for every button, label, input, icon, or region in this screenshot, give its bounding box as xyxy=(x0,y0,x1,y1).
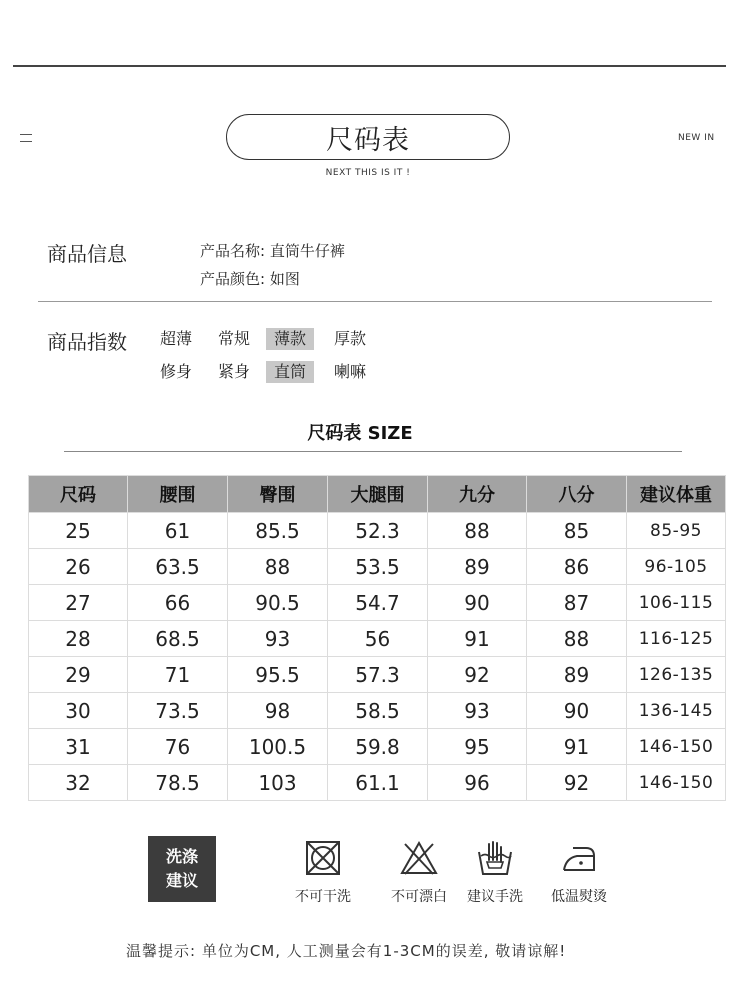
top-divider xyxy=(13,65,726,67)
table-row xyxy=(29,729,726,765)
thickness-option: 厚款 xyxy=(334,329,367,348)
new-in-tag: NEW IN xyxy=(678,133,715,143)
table-cell: 95 xyxy=(428,729,527,765)
care-label: 不可干洗 xyxy=(295,889,351,905)
column-header: 九分 xyxy=(428,476,527,513)
table-cell: 146-150 xyxy=(627,729,726,765)
table-cell: 30 xyxy=(29,693,128,729)
table-cell: 91 xyxy=(527,729,627,765)
product-name: 产品名称: 直筒牛仔裤 xyxy=(200,242,345,260)
care-item-no-tumble-dry xyxy=(278,838,368,906)
care-label: 不可漂白 xyxy=(391,889,447,905)
table-cell: 61.1 xyxy=(328,765,428,801)
table-cell: 26 xyxy=(29,549,128,585)
size-heading-divider xyxy=(64,451,682,452)
table-cell: 93 xyxy=(228,621,328,657)
table-cell: 88 xyxy=(228,549,328,585)
product-index-label: 商品指数 xyxy=(47,330,127,354)
hand-wash-icon xyxy=(475,838,515,878)
table-cell: 100.5 xyxy=(228,729,328,765)
table-cell: 85 xyxy=(527,513,627,549)
table-cell: 136-145 xyxy=(627,693,726,729)
care-label: 低温熨烫 xyxy=(551,889,607,905)
care-label: 建议手洗 xyxy=(467,889,523,905)
column-header: 建议体重 xyxy=(627,476,726,513)
table-row xyxy=(29,657,726,693)
menu-icon[interactable] xyxy=(20,132,32,144)
table-cell: 88 xyxy=(527,621,627,657)
size-table xyxy=(28,475,726,801)
table-cell: 87 xyxy=(527,585,627,621)
size-heading: 尺码表 SIZE xyxy=(307,423,413,444)
table-cell: 91 xyxy=(428,621,527,657)
column-header: 大腿围 xyxy=(328,476,428,513)
table-cell: 90.5 xyxy=(228,585,328,621)
thickness-option: 常规 xyxy=(218,329,251,348)
table-cell: 27 xyxy=(29,585,128,621)
table-cell: 98 xyxy=(228,693,328,729)
table-cell: 85.5 xyxy=(228,513,328,549)
table-cell: 73.5 xyxy=(128,693,228,729)
table-row xyxy=(29,549,726,585)
table-cell: 78.5 xyxy=(128,765,228,801)
column-header: 腰围 xyxy=(128,476,228,513)
low-iron-icon xyxy=(559,838,599,878)
table-row xyxy=(29,765,726,801)
no-bleach-icon xyxy=(399,838,439,878)
table-cell: 76 xyxy=(128,729,228,765)
fit-option: 修身 xyxy=(160,362,193,381)
no-tumble-dry-icon xyxy=(303,838,343,878)
section-divider xyxy=(38,301,712,302)
table-cell: 63.5 xyxy=(128,549,228,585)
fit-option: 紧身 xyxy=(218,362,251,381)
table-cell: 53.5 xyxy=(328,549,428,585)
column-header: 臀围 xyxy=(228,476,328,513)
table-cell: 88 xyxy=(428,513,527,549)
care-badge-line: 洗涤 xyxy=(165,847,198,866)
table-cell: 90 xyxy=(527,693,627,729)
care-item-low-iron xyxy=(534,838,624,906)
thickness-option-selected: 薄款 xyxy=(266,328,314,350)
table-cell: 93 xyxy=(428,693,527,729)
table-cell: 59.8 xyxy=(328,729,428,765)
table-cell: 61 xyxy=(128,513,228,549)
table-row xyxy=(29,513,726,549)
fit-option: 喇嘛 xyxy=(334,362,367,381)
table-cell: 57.3 xyxy=(328,657,428,693)
table-cell: 92 xyxy=(527,765,627,801)
product-info-label: 商品信息 xyxy=(47,242,127,266)
table-row xyxy=(29,585,726,621)
table-row xyxy=(29,621,726,657)
table-cell: 90 xyxy=(428,585,527,621)
measurement-note: 温馨提示: 单位为CM, 人工测量会有1-3CM的误差, 敬请谅解! xyxy=(126,942,567,960)
table-cell: 32 xyxy=(29,765,128,801)
product-color: 产品颜色: 如图 xyxy=(200,270,300,288)
table-cell: 54.7 xyxy=(328,585,428,621)
column-header: 八分 xyxy=(527,476,627,513)
fit-option-selected: 直筒 xyxy=(266,361,314,383)
table-cell: 52.3 xyxy=(328,513,428,549)
column-header: 尺码 xyxy=(29,476,128,513)
table-cell: 25 xyxy=(29,513,128,549)
thickness-option: 超薄 xyxy=(160,329,193,348)
table-cell: 58.5 xyxy=(328,693,428,729)
table-cell: 31 xyxy=(29,729,128,765)
table-cell: 86 xyxy=(527,549,627,585)
table-cell: 146-150 xyxy=(627,765,726,801)
page-title: 尺码表 xyxy=(226,114,510,160)
table-cell: 68.5 xyxy=(128,621,228,657)
table-cell: 116-125 xyxy=(627,621,726,657)
size-table-header-row xyxy=(29,476,726,513)
care-badge-line: 建议 xyxy=(165,871,198,890)
care-instructions-badge xyxy=(148,836,216,902)
table-cell: 71 xyxy=(128,657,228,693)
table-cell: 66 xyxy=(128,585,228,621)
table-cell: 28 xyxy=(29,621,128,657)
table-cell: 106-115 xyxy=(627,585,726,621)
care-item-hand-wash xyxy=(450,838,540,906)
table-cell: 29 xyxy=(29,657,128,693)
table-cell: 103 xyxy=(228,765,328,801)
table-cell: 89 xyxy=(527,657,627,693)
table-cell: 56 xyxy=(328,621,428,657)
table-cell: 96-105 xyxy=(627,549,726,585)
table-cell: 89 xyxy=(428,549,527,585)
table-cell: 126-135 xyxy=(627,657,726,693)
page-subtitle: NEXT THIS IS IT ! xyxy=(325,168,411,178)
table-cell: 85-95 xyxy=(627,513,726,549)
table-cell: 96 xyxy=(428,765,527,801)
table-cell: 95.5 xyxy=(228,657,328,693)
table-row xyxy=(29,693,726,729)
table-cell: 92 xyxy=(428,657,527,693)
